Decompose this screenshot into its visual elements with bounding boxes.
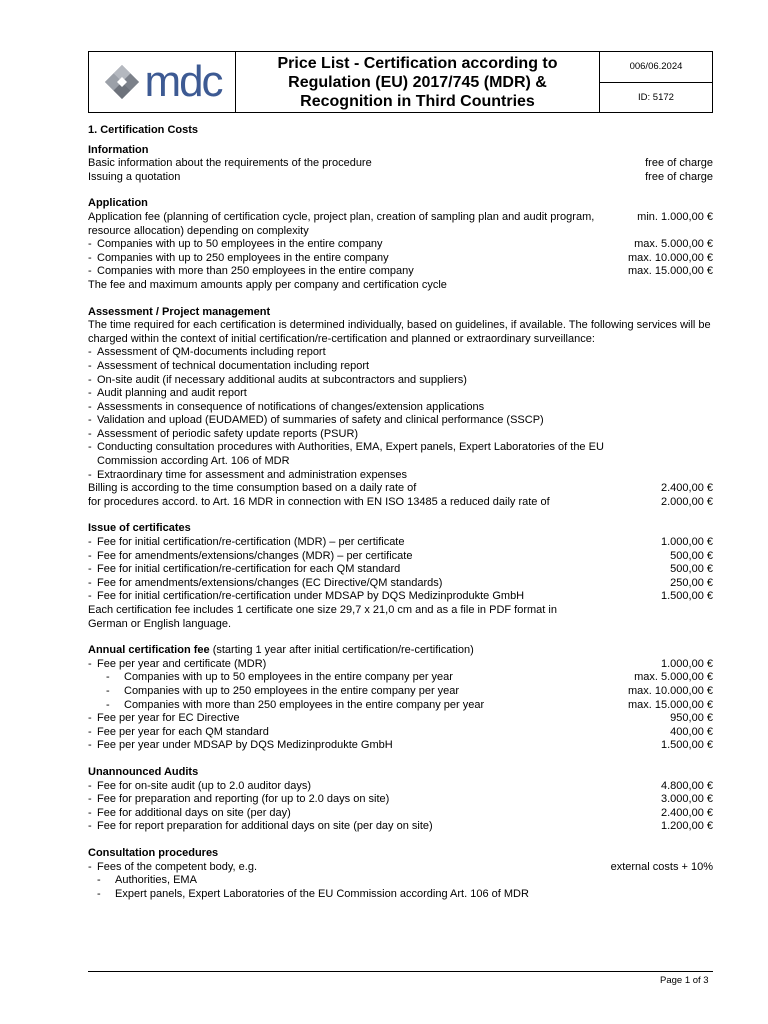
list-item: - Assessment of technical documentation including report bbox=[88, 359, 370, 372]
price-row: - Companies with up to 50 employees in the entire company max. 5.000,00 € bbox=[88, 238, 713, 251]
list-item: - Audit planning and audit report bbox=[88, 387, 247, 400]
price-row: Basic information about the requirements of the procedure free of charge bbox=[88, 157, 713, 170]
footer-divider bbox=[88, 971, 713, 972]
mdc-logo-icon bbox=[102, 62, 142, 102]
application-note: The fee and maximum amounts apply per company and certification cycle bbox=[88, 278, 447, 291]
list-item: - Assessment of periodic safety update reports (PSUR) bbox=[88, 427, 359, 440]
price-row: - Companies with up to 250 employees in the entire company max. 10.000,00 € bbox=[88, 251, 713, 264]
unannounced-heading: Unannounced Audits bbox=[88, 765, 199, 778]
list-item: - Assessments in consequence of notifications of changes/extension applications bbox=[88, 400, 485, 413]
certificates-note: Each certification fee includes 1 certificate one size 29,7 x 21,0 cm and as a file in PDF format in German or English language. bbox=[88, 604, 557, 630]
list-item: - Assessment of QM-documents including report bbox=[88, 346, 326, 359]
price-row: - Fee per year for EC Directive 950,00 € bbox=[88, 712, 713, 725]
price-row: Issuing a quotation free of charge bbox=[88, 170, 713, 183]
document-id: ID: 5172 bbox=[638, 91, 674, 103]
price-row: - Fee per year for each QM standard 400,00 € bbox=[88, 725, 713, 738]
price-row: - Fee for additional days on site (per day) 2.400,00 € bbox=[88, 806, 713, 819]
annual-heading: Annual certification fee (starting 1 year after initial certification/re-certification) bbox=[88, 644, 474, 657]
company-logo bbox=[89, 52, 236, 112]
price-row: - Fee for initial certification/re-certification for each QM standard 500,00 € bbox=[88, 563, 713, 576]
assessment-intro: The time required for each certification is determined individually, based on guidelines, if available. The following services will be charged within the context of initial certification/re-certification and planned or extraordinary surveillance: bbox=[88, 319, 711, 345]
list-item: - On-site audit (if necessary additional audits at subcontractors and suppliers) bbox=[88, 373, 467, 386]
application-heading: Application bbox=[88, 197, 148, 210]
price-row: for procedures accord. to Art. 16 MDR in connection with EN ISO 13485 a reduced daily rate of 2.000,00 € bbox=[88, 495, 713, 508]
price-row: - Fee for initial certification/re-certification under MDSAP by DQS Medizinprodukte GmbH 1.500,00 € bbox=[88, 590, 713, 603]
price-row: - Fee for amendments/extensions/changes (EC Directive/QM standards) 250,00 € bbox=[88, 576, 713, 589]
information-heading: Information bbox=[88, 143, 149, 156]
price-row: - Companies with up to 250 employees in the entire company per year max. 10.000,00 € bbox=[106, 684, 713, 697]
certificates-heading: Issue of certificates bbox=[88, 522, 191, 535]
price-row: - Companies with more than 250 employees in the entire company per year max. 15.000,00 € bbox=[106, 698, 713, 711]
price-row: - Companies with more than 250 employees in the entire company max. 15.000,00 € bbox=[88, 265, 713, 278]
document-date: 006/06.2024 bbox=[600, 52, 712, 83]
price-row: - Fee for initial certification/re-certification (MDR) – per certificate 1.000,00 € bbox=[88, 536, 713, 549]
document-title: Price List - Certification according to Regulation (EU) 2017/745 (MDR) & Recognition in Third Countries bbox=[236, 52, 600, 112]
price-row: - Fees of the competent body, e.g. external costs + 10% bbox=[88, 860, 713, 873]
page-number: Page 1 of 3 bbox=[660, 975, 709, 986]
list-item: - Conducting consultation procedures with Authorities, EMA, Expert panels, Expert Laboratories of the EU Commission according Art. 106 of MDR bbox=[88, 441, 604, 468]
price-row: Billing is according to the time consumption based on a daily rate of 2.400,00 € bbox=[88, 482, 713, 495]
assessment-heading: Assessment / Project management bbox=[88, 305, 271, 318]
document-body bbox=[88, 124, 713, 901]
document-meta bbox=[600, 52, 712, 112]
price-row: - Fee for preparation and reporting (for up to 2.0 days on site) 3.000,00 € bbox=[88, 793, 713, 806]
price-row: - Companies with up to 50 employees in the entire company per year max. 5.000,00 € bbox=[106, 671, 713, 684]
price-row: - Fee per year and certificate (MDR) 1.000,00 € bbox=[88, 657, 713, 670]
document-header bbox=[88, 51, 713, 113]
price-row: - Fee for report preparation for additional days on site (per day on site) 1.200,00 € bbox=[88, 820, 713, 833]
consultation-heading: Consultation procedures bbox=[88, 846, 219, 859]
list-item: - Extraordinary time for assessment and administration expenses bbox=[88, 468, 407, 481]
logo-wordmark: mdc bbox=[144, 57, 222, 106]
price-row: - Fee per year under MDSAP by DQS Medizinprodukte GmbH 1.500,00 € bbox=[88, 739, 713, 752]
list-item: - Authorities, EMA bbox=[97, 874, 197, 887]
list-item: - Validation and upload (EUDAMED) of summaries of safety and clinical performance (SSCP) bbox=[88, 414, 544, 427]
price-row: Application fee (planning of certification cycle, project plan, creation of sampling plan and audit program, resource allocation) depending on complexity min. 1.000,00 € bbox=[88, 210, 713, 237]
price-row: - Fee for amendments/extensions/changes (MDR) – per certificate 500,00 € bbox=[88, 549, 713, 562]
list-item: - Expert panels, Expert Laboratories of the EU Commission according Art. 106 of MDR bbox=[97, 887, 529, 900]
section-title: 1. Certification Costs bbox=[88, 124, 199, 136]
price-row: - Fee for on-site audit (up to 2.0 auditor days) 4.800,00 € bbox=[88, 779, 713, 792]
